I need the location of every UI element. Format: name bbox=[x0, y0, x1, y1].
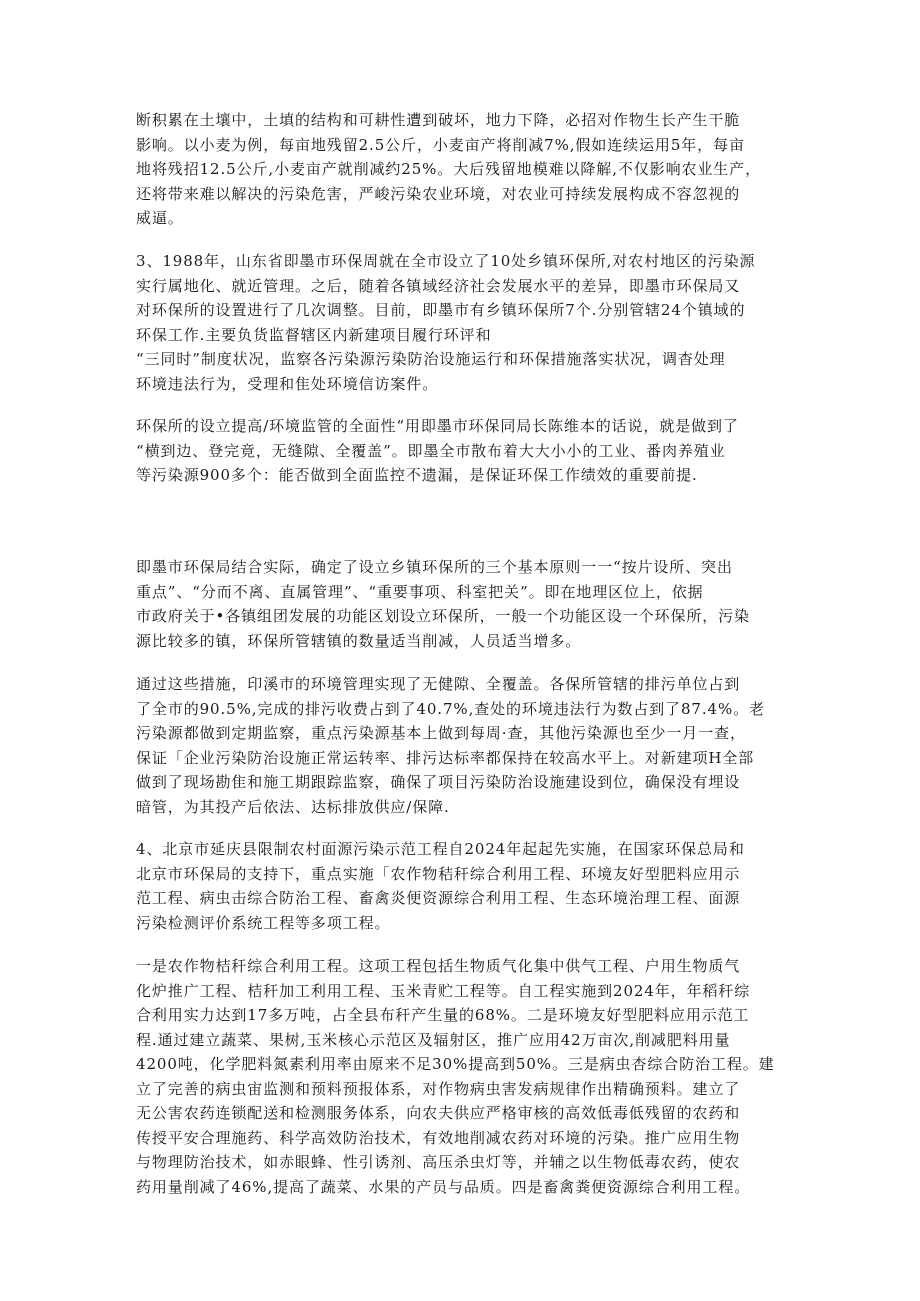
text-line: 威逼。 bbox=[136, 209, 184, 227]
text-line: 断积累在土壤中，土填的结构和可耕性遭到破坏，地力下降，必招对作物生长产生干脆 bbox=[136, 111, 741, 129]
text-line: 无公害农药连锁配送和检测服务体系，向农夫供应严格审核的高效低毒低残留的农药和 bbox=[136, 1104, 741, 1122]
text-line: 污染检测评价系统工程等多项工程。 bbox=[136, 913, 391, 932]
text-line: 环保所的设立提高/环境监管的全面性“用即墨市环保同局长陈维本的话说，就是做到了 bbox=[136, 417, 739, 435]
text-line: 即墨市环保局结合实际，确定了设立乡镇环保所的三个基本原则一一“按片设所、突出 bbox=[136, 558, 733, 576]
text-line: 地将残招12.5公斤,小麦亩产就削减约25%。大后残留地模难以降解,不仅影响农业生产， bbox=[136, 160, 761, 178]
text-line: 污染源都做到定期监察，重点污染源基本上做到每周·查，其他污染源也至少一月一查， bbox=[136, 724, 746, 742]
text-line: 与物理防治技术，如赤眼蜂、性引诱剂、高压杀虫灯等，并辅之以生物低毒农药，使农 bbox=[136, 1153, 741, 1171]
text-line: 源比较多的镇，环保所管辖镇的数量适当削减，人员适当增多。 bbox=[136, 631, 582, 650]
paragraph-principles bbox=[136, 555, 750, 653]
text-line: 合利用实力达到17多万吨，占全县布秆产生量的68%。二是环境友好型肥料应用示范工 bbox=[136, 1006, 750, 1024]
text-line: 传授平安合理施药、科学高效防治技术，有效地削减农药对环境的污染。推广应用生物 bbox=[136, 1128, 741, 1147]
text-line: 还将带来难以解决的污染危害，严峻污染农业环境，对农业可持续发展构成不容忽视的 bbox=[136, 184, 741, 203]
text-line: 保证「企业污染防治设施正常运转率、排污达标率都保持在较高水平上。对新建项H全部 bbox=[136, 748, 755, 767]
text-line: 4、北京市延庆县限制农村面源污染示范工程自2024年起起先实施，在国家环保总局和 bbox=[136, 840, 745, 858]
text-line: 4200吨，化学肥料氮素利用率由原来不足30%提高到50%。三是病虫杏综合防治工程。建 bbox=[136, 1055, 775, 1073]
paragraph-coverage bbox=[136, 414, 739, 488]
text-line: 一是农作物桔秆综合利用工程。这项工程包括生物质气化集中供气工程、户用生物质气 bbox=[136, 957, 741, 975]
paragraph-jimo-stations bbox=[136, 249, 755, 396]
paragraph-straw-utilization bbox=[136, 954, 775, 1199]
text-line: 通过这些措施，印溪市的环境管理实现了无健隙、全覆盖。各保所管辖的排污单位占到 bbox=[136, 675, 741, 693]
text-line: 范工程、病虫击综合防治工程、畜禽炎便资源综合利用工程、生态环境治理工程、面源 bbox=[136, 889, 741, 907]
text-line: 环境违法行为，受理和隹处环境信访案件。 bbox=[136, 374, 439, 393]
paragraph-results bbox=[136, 672, 765, 819]
text-line: 了全市的90.5%,完成的排污收费占到了40.7%,查处的环境违法行为数占到了87.4%。老 bbox=[136, 699, 765, 718]
text-line: 市政府关于•各镇组团发展的功能区划设立环保所，一般一个功能区设一个环保所，污染 bbox=[136, 607, 750, 625]
paragraph-yanqing-project bbox=[136, 837, 745, 935]
text-line: 重点”、“分而不离、直属管理”、“重要事项、科室把关”。即在地理区位上，依据 bbox=[136, 582, 704, 601]
text-line: 3、1988年，山东省即墨市环保周就在全市设立了10处乡镇环保所,对农村地区的污染源 bbox=[136, 252, 756, 270]
text-line: 影响。以小麦为例，每亩地残留2.5公斤，小麦亩产将削减7%,假如连续运用5年，每亩 bbox=[136, 135, 745, 154]
text-line: 做到了现场勘隹和施工期跟踪监察，确保了项目污染防治设施建设到位，确保没有埋设 bbox=[136, 773, 741, 791]
text-line: 立了完善的病虫宙监测和预料预报体系，对作物病虫害发病规律作出精确预料。建立了 bbox=[136, 1079, 741, 1098]
text-line: 实行属地化、就近管理。之后，随着各镇域经济社会发展水平的差异，即墨市环保局又 bbox=[136, 276, 741, 295]
text-line: “横到边、登完竟，无缝隙、全覆盖”。即墨全市散布着大大小小的工业、番肉养殖业 bbox=[136, 441, 726, 460]
text-line: 北京市环保局的支持下，重点实施「农作物秸秆综合利用工程、环境友好型肥料应用示 bbox=[136, 864, 741, 883]
text-line: 程.通过建立蔬菜、果树,玉米核心示范区及辐射区，推广应用42万亩次,削减肥料用量 bbox=[136, 1030, 731, 1049]
text-line: “三同时”制度状况，监察各污染源污染防治设施运行和环保措施落实状况，调杳处理 bbox=[136, 350, 726, 368]
text-line: 对环保所的设置进行了几次调整。目前，即墨市有乡镇环保所7个.分别管辖24个镇域的 bbox=[136, 301, 746, 319]
text-line: 暗管，为其投产后依法、达标排放供应/保障. bbox=[136, 797, 450, 816]
text-line: 药用量削减了46%,提高了蔬菜、水果的产员与品质。四是畜禽粪便资源综合利用工程。 bbox=[136, 1177, 751, 1196]
paragraph-soil-residue bbox=[136, 108, 761, 231]
text-line: 环保工作.主要负货监督辖区内新建项目履行环评和 bbox=[136, 325, 492, 344]
text-line: 等污染源900多个：能否做到全面监控不遗漏，是保证环保工作绩效的重要前提. bbox=[136, 466, 698, 484]
text-line: 化炉推广工程、桔秆加工利用工程、玉米青贮工程等。自工程实施到2024年，年稻秆综 bbox=[136, 981, 751, 1000]
